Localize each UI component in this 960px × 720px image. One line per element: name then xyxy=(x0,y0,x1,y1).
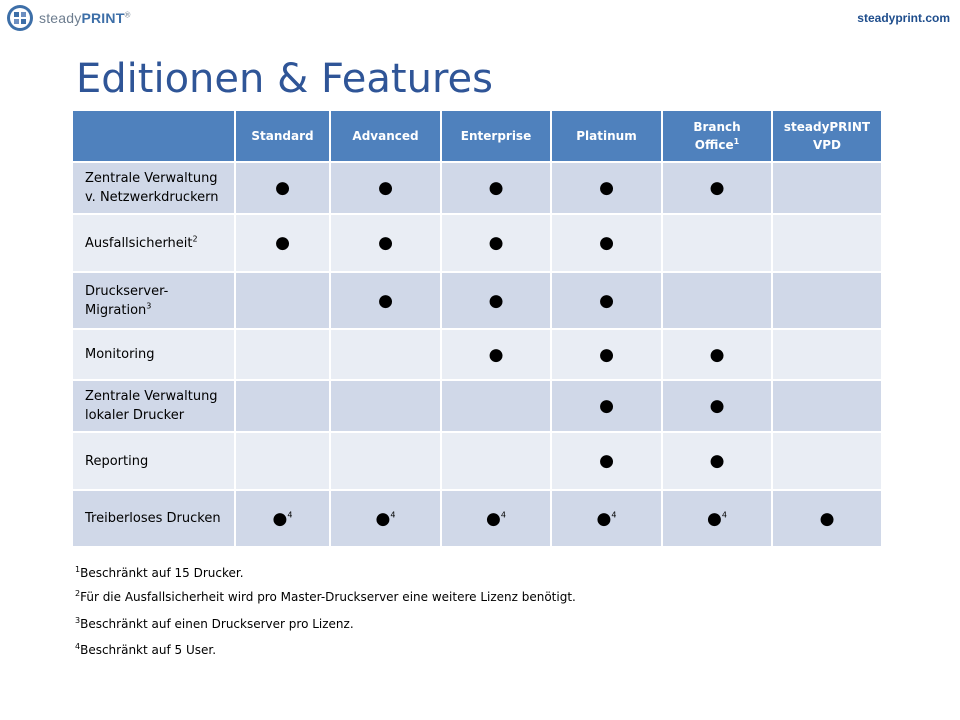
feature-availability-cell xyxy=(330,380,441,432)
bullet-mark: ● xyxy=(599,396,614,416)
feature-availability-cell xyxy=(551,380,662,432)
feature-availability-cell xyxy=(330,214,441,272)
feature-availability-cell xyxy=(330,272,441,329)
feature-availability-cell xyxy=(235,380,330,432)
feature-availability-cell: ●$^4$ xyxy=(662,490,772,547)
bullet-mark: ● xyxy=(272,508,288,529)
table-row xyxy=(72,214,882,272)
bullet-mark: ● xyxy=(378,290,393,311)
steadyprint-logo-icon xyxy=(6,4,34,32)
edition-feature-table xyxy=(71,109,883,548)
feature-availability-cell xyxy=(772,162,882,214)
feature-availability-cell xyxy=(441,272,551,329)
feature-availability-cell xyxy=(441,380,551,432)
feature-availability-cell xyxy=(662,214,772,272)
bullet-mark: ● xyxy=(707,508,722,529)
site-url[interactable]: steadyprint.com xyxy=(857,11,950,25)
feature-availability-cell xyxy=(772,380,882,432)
feature-availability-cell xyxy=(441,162,551,214)
bullet-mark: ● xyxy=(599,178,614,198)
feature-availability-cell xyxy=(330,432,441,490)
bullet-mark: ● xyxy=(709,178,725,198)
table-row xyxy=(72,272,882,329)
feature-availability-cell xyxy=(551,329,662,380)
bullet-mark: ● xyxy=(709,396,725,416)
feature-availability-cell xyxy=(772,432,882,490)
feature-label: Zentrale Verwaltung v. Netzwerkdruckern xyxy=(72,162,235,214)
steadyprint-logo xyxy=(6,4,131,32)
header-corner-cell xyxy=(72,110,235,162)
footnote: $^2$Für die Ausfallsicherheit wird pro Master-Druckserver eine weitere Lizenz benötigt. xyxy=(75,589,576,604)
feature-availability-cell xyxy=(662,380,772,432)
feature-availability-cell xyxy=(235,329,330,380)
feature-availability-cell: ●$^4$ xyxy=(441,490,551,547)
feature-label: Treiberloses Drucken xyxy=(72,490,235,547)
feature-availability-cell: ●$^4$ xyxy=(235,490,330,547)
feature-availability-cell xyxy=(551,214,662,272)
bullet-mark: ● xyxy=(596,508,612,529)
column-header: Standard xyxy=(235,110,330,162)
feature-availability-cell xyxy=(235,272,330,329)
bullet-mark: ● xyxy=(599,233,614,253)
footnote: $^3$Beschränkt auf einen Druckserver pro Lizenz. xyxy=(75,616,354,631)
feature-availability-cell xyxy=(772,490,882,547)
feature-availability-cell xyxy=(551,162,662,214)
table-header-row xyxy=(72,110,882,162)
feature-availability-cell xyxy=(662,432,772,490)
feature-availability-cell xyxy=(441,214,551,272)
feature-availability-cell xyxy=(235,432,330,490)
feature-availability-cell xyxy=(551,432,662,490)
page-title: Editionen & Features xyxy=(76,56,493,102)
column-header: steadyPRINT VPD xyxy=(772,110,882,162)
column-header: Platinum xyxy=(551,110,662,162)
bullet-mark: ● xyxy=(275,233,290,253)
bullet-mark: ● xyxy=(599,451,614,471)
bullet-mark: ● xyxy=(375,508,391,529)
feature-label: Zentrale Verwaltung lokaler Drucker xyxy=(72,380,235,432)
footnote: $^4$Beschränkt auf 5 User. xyxy=(75,642,217,657)
column-header: Enterprise xyxy=(441,110,551,162)
feature-label: Druckserver-Migration$^3$ xyxy=(72,272,235,329)
bullet-mark: ● xyxy=(378,178,393,198)
feature-availability-cell: ●$^4$ xyxy=(330,490,441,547)
feature-availability-cell xyxy=(235,162,330,214)
bullet-mark: ● xyxy=(488,344,504,365)
bullet-mark: ● xyxy=(709,451,725,471)
bullet-mark: ● xyxy=(488,290,504,311)
bullet-mark: ● xyxy=(275,178,290,198)
feature-availability-cell xyxy=(662,329,772,380)
feature-availability-cell: ●$^4$ xyxy=(551,490,662,547)
bullet-mark: ● xyxy=(488,178,504,198)
bullet-mark: ● xyxy=(486,508,501,529)
feature-availability-cell xyxy=(330,329,441,380)
column-header: Branch Office$^1$ xyxy=(662,110,772,162)
feature-availability-cell xyxy=(772,272,882,329)
feature-availability-cell xyxy=(441,329,551,380)
feature-availability-cell xyxy=(551,272,662,329)
table-row xyxy=(72,380,882,432)
feature-label: Monitoring xyxy=(72,329,235,380)
table-row xyxy=(72,162,882,214)
bullet-mark: ● xyxy=(488,233,504,253)
feature-availability-cell xyxy=(662,162,772,214)
bullet-mark: ● xyxy=(599,344,614,365)
feature-label: Ausfallsicherheit$^2$ xyxy=(72,214,235,272)
feature-availability-cell xyxy=(662,272,772,329)
feature-availability-cell xyxy=(441,432,551,490)
bullet-mark: ● xyxy=(819,508,835,529)
feature-label: Reporting xyxy=(72,432,235,490)
feature-availability-cell xyxy=(330,162,441,214)
feature-availability-cell xyxy=(772,329,882,380)
footnote: $^1$Beschränkt auf 15 Drucker. xyxy=(75,565,244,580)
bullet-mark: ● xyxy=(378,233,393,253)
table-row xyxy=(72,329,882,380)
bullet-mark: ● xyxy=(599,290,614,311)
feature-availability-cell xyxy=(772,214,882,272)
feature-availability-cell xyxy=(235,214,330,272)
column-header: Advanced xyxy=(330,110,441,162)
table-row xyxy=(72,432,882,490)
table-row xyxy=(72,490,882,547)
bullet-mark: ● xyxy=(709,344,725,365)
brand-name: steadyPRINT® xyxy=(39,10,131,26)
